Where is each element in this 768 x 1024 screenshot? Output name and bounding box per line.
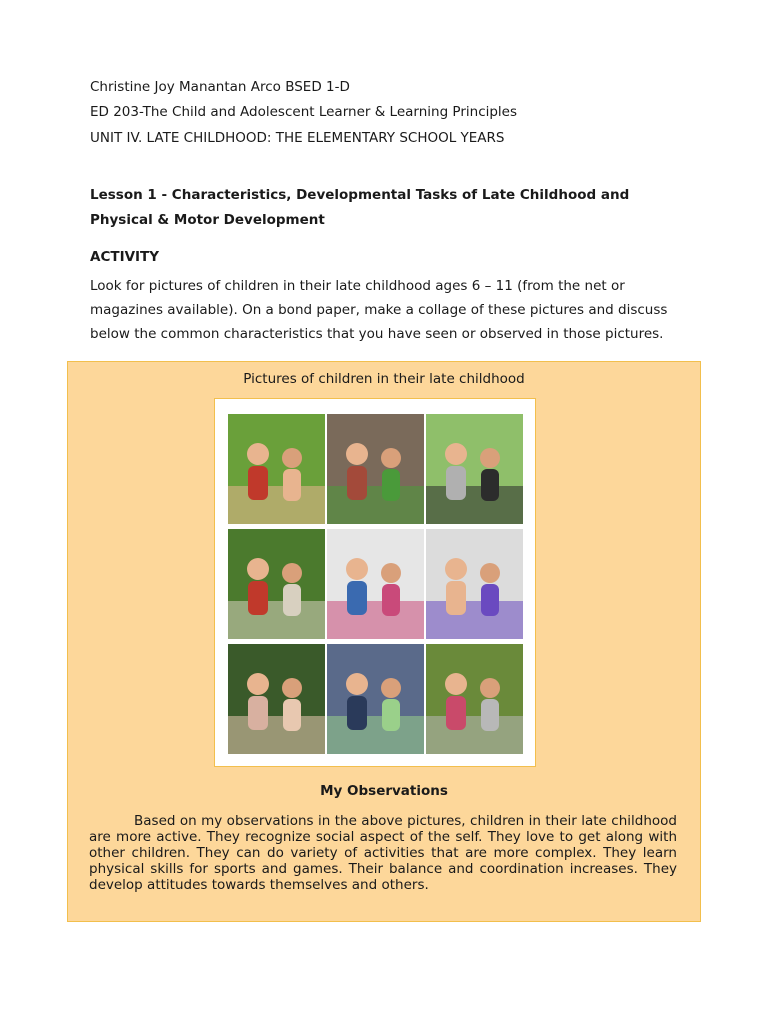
- photo-collage: [214, 398, 536, 767]
- photo-girls-upset-and-pointing: [426, 529, 523, 639]
- photo-teens-walking-in-park: [426, 414, 523, 524]
- course-line: ED 203-The Child and Adolescent Learner & Learning Principles: [90, 104, 518, 120]
- author-line: Christine Joy Manantan Arco BSED 1-D: [90, 79, 350, 95]
- photo-kids-scooters-in-park: [426, 644, 523, 754]
- photo-boys-playing-soccer: [228, 529, 325, 639]
- lesson-title-line2: Physical & Motor Development: [90, 212, 325, 228]
- collage-box: [67, 361, 701, 922]
- observations-text: Based on my observations in the above pictures, children in their late childhood are more active. They recognize social aspect of the self. They love to get along with other children. They can do variety of activities that are more complex. They learn physical skills for sports and games. Their balance and coordination increases. They develop attitudes towards themselves and others.: [89, 813, 677, 893]
- photo-boy-with-backpack-and-girl: [327, 414, 424, 524]
- photo-kids-studying-brain-model: [228, 644, 325, 754]
- box-title: Pictures of children in their late childhood: [243, 371, 525, 387]
- photo-kids-activities-grid: [327, 529, 424, 639]
- photo-group-of-kids-on-grass: [228, 414, 325, 524]
- lesson-title-line1: Lesson 1 - Characteristics, Developmental Tasks of Late Childhood and: [90, 187, 630, 203]
- unit-line: UNIT IV. LATE CHILDHOOD: THE ELEMENTARY SCHOOL YEARS: [90, 130, 505, 146]
- observations-title: My Observations: [320, 783, 448, 799]
- activity-heading: ACTIVITY: [90, 249, 160, 265]
- activity-instructions: Look for pictures of children in their late childhood ages 6 – 11 (from the net or magazines available). On a bond paper, make a collage of these pictures and discuss below the common characteristics that you have seen or observed in those pictures.: [90, 278, 668, 342]
- photo-kids-with-science-kit: [327, 644, 424, 754]
